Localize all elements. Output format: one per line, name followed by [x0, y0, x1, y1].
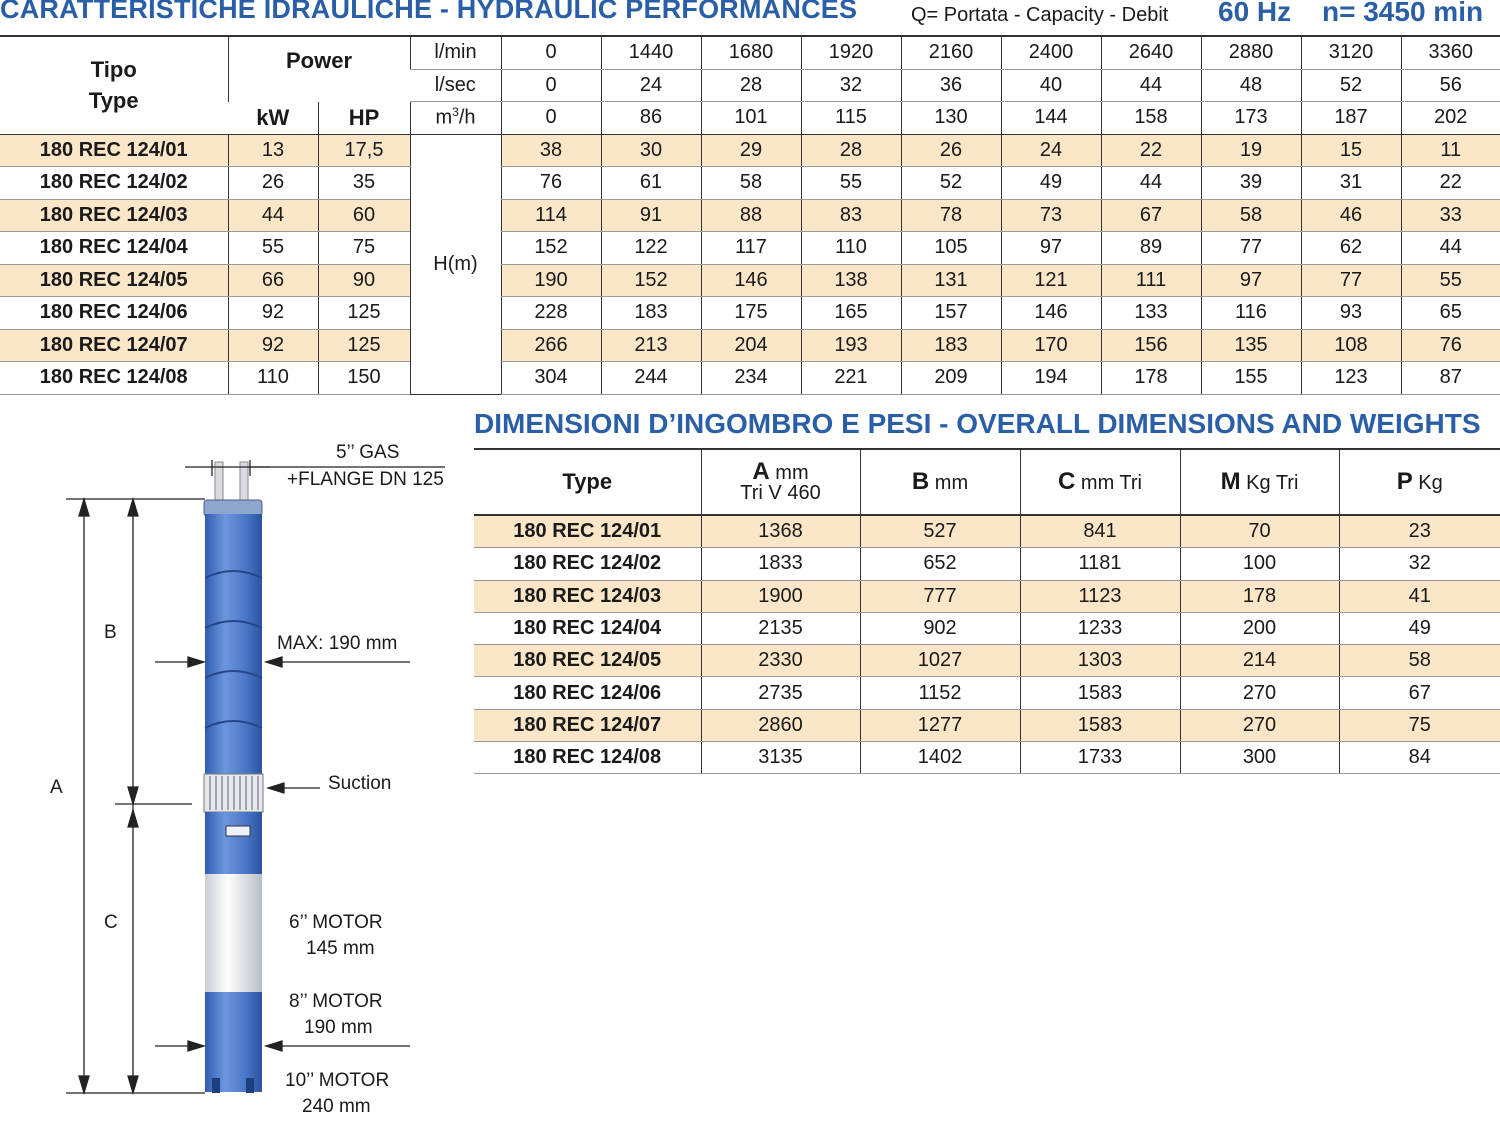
model-name: 180 REC 124/07 — [0, 329, 228, 362]
performance-row — [0, 134, 1500, 167]
flow-lmin-cell: 1680 — [701, 36, 801, 69]
dims-c-header — [1020, 449, 1180, 515]
head-value: 61 — [601, 167, 701, 200]
head-value: 123 — [1301, 362, 1401, 395]
dims-b-cell: 902 — [860, 612, 1020, 644]
flow-lmin-cell: 1920 — [801, 36, 901, 69]
flow-lsec-cell: 36 — [901, 69, 1001, 102]
dims-model-cell: 180 REC 124/04 — [474, 612, 701, 644]
head-value: 183 — [601, 297, 701, 330]
flow-m3h-cell: 187 — [1301, 102, 1401, 135]
model-name: 180 REC 124/04 — [0, 232, 228, 265]
flow-lmin-cell: 2640 — [1101, 36, 1201, 69]
head-value: 83 — [801, 199, 901, 232]
unit-lmin: l/min — [410, 36, 501, 69]
flow-lmin-cell: 3120 — [1301, 36, 1401, 69]
head-value: 213 — [601, 329, 701, 362]
head-value: 178 — [1101, 362, 1201, 395]
kw-header: kW — [228, 102, 318, 135]
head-value: 138 — [801, 264, 901, 297]
power-hp: 60 — [318, 199, 410, 232]
flow-lmin-cell: 1440 — [601, 36, 701, 69]
flow-m3h-cell: 115 — [801, 102, 901, 135]
head-value: 77 — [1301, 264, 1401, 297]
pump-stages-body — [205, 514, 262, 774]
head-value: 15 — [1301, 134, 1401, 167]
performance-row — [0, 167, 1500, 200]
head-value: 122 — [601, 232, 701, 265]
head-value: 29 — [701, 134, 801, 167]
dims-m-cell: 100 — [1180, 548, 1339, 580]
hp-header: HP — [318, 102, 410, 135]
head-value: 121 — [1001, 264, 1101, 297]
flow-m3h-cell: 158 — [1101, 102, 1201, 135]
flow-lmin-cell: 2400 — [1001, 36, 1101, 69]
dims-m-cell: 200 — [1180, 612, 1339, 644]
dims-b-cell: 527 — [860, 515, 1020, 548]
motor-foot-right — [246, 1078, 254, 1093]
dims-a-cell: 1900 — [701, 580, 860, 612]
head-value: 194 — [1001, 362, 1101, 395]
outlet-label-2: +FLANGE DN 125 — [287, 469, 444, 490]
performance-row — [0, 362, 1500, 395]
dims-b-cell: 1277 — [860, 709, 1020, 741]
dims-b-cell: 1152 — [860, 677, 1020, 709]
motor-upper — [205, 812, 262, 874]
flow-lsec-cell: 40 — [1001, 69, 1101, 102]
head-value: 135 — [1201, 329, 1301, 362]
dims-type-header: Type — [474, 449, 701, 515]
dims-m-cell: 270 — [1180, 677, 1339, 709]
dims-model-cell: 180 REC 124/01 — [474, 515, 701, 548]
dims-a-unit: mm — [775, 461, 809, 484]
dims-b-header — [860, 449, 1020, 515]
dims-a-cell: 2330 — [701, 645, 860, 677]
head-value: 78 — [901, 199, 1001, 232]
dims-m-unit: Kg Tri — [1246, 471, 1299, 494]
head-value: 97 — [1001, 232, 1101, 265]
dims-b-cell: 1027 — [860, 645, 1020, 677]
dim-c-label: C — [104, 912, 118, 933]
head-value: 11 — [1401, 134, 1500, 167]
head-value: 156 — [1101, 329, 1201, 362]
motor6-label-2: 145 mm — [306, 938, 375, 959]
unit-m3h-sup: 3 — [452, 105, 459, 120]
dimensions-row — [474, 645, 1500, 677]
outlet-label-1: 5’’ GAS — [336, 442, 400, 463]
head-value: 209 — [901, 362, 1001, 395]
dim-a-label: A — [50, 777, 63, 798]
performance-row — [0, 297, 1500, 330]
flow-lsec-cell: 32 — [801, 69, 901, 102]
unit-m3h-tail: /h — [458, 107, 476, 130]
flow-lsec-cell: 48 — [1201, 69, 1301, 102]
unit-lsec: l/sec — [410, 69, 501, 102]
dims-c-cell: 1303 — [1020, 645, 1180, 677]
dims-m-header — [1180, 449, 1339, 515]
model-name: 180 REC 124/08 — [0, 362, 228, 395]
dims-b-letter: B — [911, 467, 930, 495]
head-value: 234 — [701, 362, 801, 395]
suction-label: Suction — [328, 773, 392, 794]
dims-b-unit: mm — [934, 471, 969, 494]
motor-middle — [205, 874, 262, 992]
head-value: 175 — [701, 297, 801, 330]
power-kw: 13 — [228, 134, 318, 167]
head-value: 52 — [901, 167, 1001, 200]
dims-c-letter: C — [1058, 467, 1076, 495]
dims-model-cell: 180 REC 124/05 — [474, 645, 701, 677]
performance-row — [0, 329, 1500, 362]
flow-lmin-cell: 3360 — [1401, 36, 1500, 69]
motor10-label-1: 10’’ MOTOR — [285, 1070, 390, 1091]
head-value: 152 — [601, 264, 701, 297]
power-kw: 110 — [228, 362, 318, 395]
dims-c-cell: 1733 — [1020, 742, 1180, 774]
performance-table — [0, 35, 1500, 395]
head-value: 111 — [1101, 264, 1201, 297]
flow-m3h-cell: 202 — [1401, 102, 1500, 135]
dims-p-cell: 41 — [1339, 580, 1500, 612]
head-value: 24 — [1001, 134, 1101, 167]
power-hp: 125 — [318, 297, 410, 330]
dims-m-cell: 214 — [1180, 645, 1339, 677]
head-value: 266 — [501, 329, 601, 362]
dims-model-cell: 180 REC 124/06 — [474, 677, 701, 709]
flow-m3h-cell: 144 — [1001, 102, 1101, 135]
dims-p-cell: 75 — [1339, 709, 1500, 741]
dims-p-cell: 84 — [1339, 742, 1500, 774]
power-hp: 17,5 — [318, 134, 410, 167]
dims-c-cell: 841 — [1020, 515, 1180, 548]
flow-lmin-cell: 2160 — [901, 36, 1001, 69]
head-value: 131 — [901, 264, 1001, 297]
dims-model-cell: 180 REC 124/07 — [474, 709, 701, 741]
motor8-label-1: 8’’ MOTOR — [289, 991, 383, 1012]
frequency-label: 60 Hz — [1218, 0, 1292, 27]
power-hp: 35 — [318, 167, 410, 200]
dims-p-letter: P — [1396, 467, 1413, 495]
head-value: 55 — [801, 167, 901, 200]
head-value: 97 — [1201, 264, 1301, 297]
power-kw: 92 — [228, 329, 318, 362]
dimensions-row — [474, 612, 1500, 644]
dims-c-cell: 1123 — [1020, 580, 1180, 612]
dims-m-cell: 270 — [1180, 709, 1339, 741]
head-value: 88 — [701, 199, 801, 232]
dims-a-cell: 3135 — [701, 742, 860, 774]
dimensions-table — [474, 448, 1500, 774]
dims-c-cell: 1583 — [1020, 709, 1180, 741]
head-value: 22 — [1401, 167, 1500, 200]
pump-drawing-svg — [0, 440, 470, 1133]
model-name: 180 REC 124/03 — [0, 199, 228, 232]
power-kw: 66 — [228, 264, 318, 297]
dims-c-cell: 1583 — [1020, 677, 1180, 709]
flow-lsec-cell: 52 — [1301, 69, 1401, 102]
head-value: 116 — [1201, 297, 1301, 330]
head-value: 30 — [601, 134, 701, 167]
flow-m3h-cell: 86 — [601, 102, 701, 135]
head-value: 46 — [1301, 199, 1401, 232]
unit-m3h-base: m — [435, 107, 453, 130]
dimensions-row — [474, 548, 1500, 580]
head-value: 28 — [801, 134, 901, 167]
head-value: 221 — [801, 362, 901, 395]
dims-b-cell: 652 — [860, 548, 1020, 580]
dims-b-cell: 1402 — [860, 742, 1020, 774]
head-value: 77 — [1201, 232, 1301, 265]
head-value: 193 — [801, 329, 901, 362]
dims-p-header — [1339, 449, 1500, 515]
flange-bolt-right — [240, 462, 248, 502]
motor8-label-2: 190 mm — [304, 1017, 373, 1038]
power-header: Power — [228, 36, 410, 102]
head-value: 44 — [1401, 232, 1500, 265]
head-value: 93 — [1301, 297, 1401, 330]
model-name: 180 REC 124/01 — [0, 134, 228, 167]
dims-model-cell: 180 REC 124/03 — [474, 580, 701, 612]
head-value: 117 — [701, 232, 801, 265]
head-label: H(m) — [410, 134, 501, 394]
head-value: 33 — [1401, 199, 1500, 232]
dims-p-cell: 32 — [1339, 548, 1500, 580]
dims-c-cell: 1233 — [1020, 612, 1180, 644]
power-kw: 26 — [228, 167, 318, 200]
dims-m-cell: 300 — [1180, 742, 1339, 774]
head-value: 89 — [1101, 232, 1201, 265]
dimensions-row — [474, 742, 1500, 774]
head-value: 304 — [501, 362, 601, 395]
head-value: 87 — [1401, 362, 1500, 395]
unit-m3h — [410, 102, 501, 135]
head-value: 133 — [1101, 297, 1201, 330]
head-value: 183 — [901, 329, 1001, 362]
speed-label: n= 3450 min — [1322, 0, 1484, 27]
discharge-head — [204, 500, 262, 516]
head-value: 228 — [501, 297, 601, 330]
dims-p-unit: Kg — [1418, 471, 1443, 494]
dimensions-row — [474, 515, 1500, 548]
dims-a-cell: 2735 — [701, 677, 860, 709]
dims-model-cell: 180 REC 124/08 — [474, 742, 701, 774]
model-name: 180 REC 124/06 — [0, 297, 228, 330]
dims-a-header — [701, 449, 860, 515]
flow-m3h-cell: 101 — [701, 102, 801, 135]
performance-title: CARATTERISTICHE IDRAULICHE - HYDRAULIC PERFORMANCES — [0, 0, 858, 24]
head-value: 114 — [501, 199, 601, 232]
performance-row — [0, 264, 1500, 297]
head-value: 152 — [501, 232, 601, 265]
motor10-label-2: 240 mm — [302, 1096, 371, 1117]
dims-a-cell: 2860 — [701, 709, 860, 741]
dims-p-cell: 58 — [1339, 645, 1500, 677]
dims-a-cell: 2135 — [701, 612, 860, 644]
dims-b-cell: 777 — [860, 580, 1020, 612]
flow-lsec-cell: 0 — [501, 69, 601, 102]
head-value: 110 — [801, 232, 901, 265]
head-value: 44 — [1101, 167, 1201, 200]
dims-p-cell: 49 — [1339, 612, 1500, 644]
model-name: 180 REC 124/05 — [0, 264, 228, 297]
type-header-it: Tipo — [90, 57, 137, 83]
flow-lsec-cell: 28 — [701, 69, 801, 102]
dims-model-cell: 180 REC 124/02 — [474, 548, 701, 580]
capacity-label: Q= Portata - Capacity - Debit — [911, 4, 1169, 26]
head-value: 170 — [1001, 329, 1101, 362]
head-value: 73 — [1001, 199, 1101, 232]
motor-foot-left — [212, 1078, 220, 1093]
head-value: 22 — [1101, 134, 1201, 167]
dims-p-cell: 23 — [1339, 515, 1500, 548]
head-value: 146 — [701, 264, 801, 297]
head-value: 105 — [901, 232, 1001, 265]
performance-row — [0, 232, 1500, 265]
head-value: 204 — [701, 329, 801, 362]
power-kw: 92 — [228, 297, 318, 330]
power-hp: 150 — [318, 362, 410, 395]
head-value: 190 — [501, 264, 601, 297]
dims-m-cell: 70 — [1180, 515, 1339, 548]
head-value: 76 — [501, 167, 601, 200]
dim-b-label: B — [104, 622, 117, 643]
head-value: 58 — [1201, 199, 1301, 232]
dims-a-cell: 1833 — [701, 548, 860, 580]
flow-lmin-cell: 2880 — [1201, 36, 1301, 69]
head-value: 39 — [1201, 167, 1301, 200]
head-value: 31 — [1301, 167, 1401, 200]
flow-lsec-cell: 56 — [1401, 69, 1500, 102]
head-value: 49 — [1001, 167, 1101, 200]
head-value: 58 — [701, 167, 801, 200]
head-value: 19 — [1201, 134, 1301, 167]
flow-m3h-cell: 173 — [1201, 102, 1301, 135]
dimensions-title: DIMENSIONI D’INGOMBRO E PESI - OVERALL DIMENSIONS AND WEIGHTS — [474, 408, 1481, 439]
head-value: 38 — [501, 134, 601, 167]
power-hp: 75 — [318, 232, 410, 265]
head-value: 62 — [1301, 232, 1401, 265]
power-kw: 55 — [228, 232, 318, 265]
dims-m-cell: 178 — [1180, 580, 1339, 612]
performance-row — [0, 199, 1500, 232]
head-value: 244 — [601, 362, 701, 395]
flow-m3h-cell: 130 — [901, 102, 1001, 135]
motor-lower — [205, 992, 262, 1092]
head-value: 67 — [1101, 199, 1201, 232]
max-diameter-label: MAX: 190 mm — [277, 633, 398, 654]
motor6-label-1: 6’’ MOTOR — [289, 912, 383, 933]
power-kw: 44 — [228, 199, 318, 232]
head-value: 146 — [1001, 297, 1101, 330]
dimensions-row — [474, 580, 1500, 612]
dims-a-letter: A — [752, 457, 770, 485]
type-header-en: Type — [88, 88, 139, 114]
flange-bolt-left — [215, 462, 223, 502]
flow-lmin-cell: 0 — [501, 36, 601, 69]
dims-p-cell: 67 — [1339, 677, 1500, 709]
dimensions-row — [474, 709, 1500, 741]
flow-lsec-cell: 24 — [601, 69, 701, 102]
model-name: 180 REC 124/02 — [0, 167, 228, 200]
power-hp: 125 — [318, 329, 410, 362]
head-value: 26 — [901, 134, 1001, 167]
head-value: 157 — [901, 297, 1001, 330]
head-value: 55 — [1401, 264, 1500, 297]
head-value: 76 — [1401, 329, 1500, 362]
head-value: 108 — [1301, 329, 1401, 362]
head-value: 91 — [601, 199, 701, 232]
dims-c-cell: 1181 — [1020, 548, 1180, 580]
flow-lsec-cell: 44 — [1101, 69, 1201, 102]
dims-a-sub: Tri V 460 — [740, 481, 821, 504]
head-value: 155 — [1201, 362, 1301, 395]
pump-drawing — [0, 440, 470, 1133]
head-value: 65 — [1401, 297, 1500, 330]
dims-m-letter: M — [1220, 467, 1241, 495]
power-hp: 90 — [318, 264, 410, 297]
dims-c-unit: mm Tri — [1080, 471, 1142, 494]
dimensions-row — [474, 677, 1500, 709]
dims-a-cell: 1368 — [701, 515, 860, 548]
flow-m3h-cell: 0 — [501, 102, 601, 135]
nameplate — [226, 826, 250, 836]
type-header — [0, 36, 228, 134]
head-value: 165 — [801, 297, 901, 330]
